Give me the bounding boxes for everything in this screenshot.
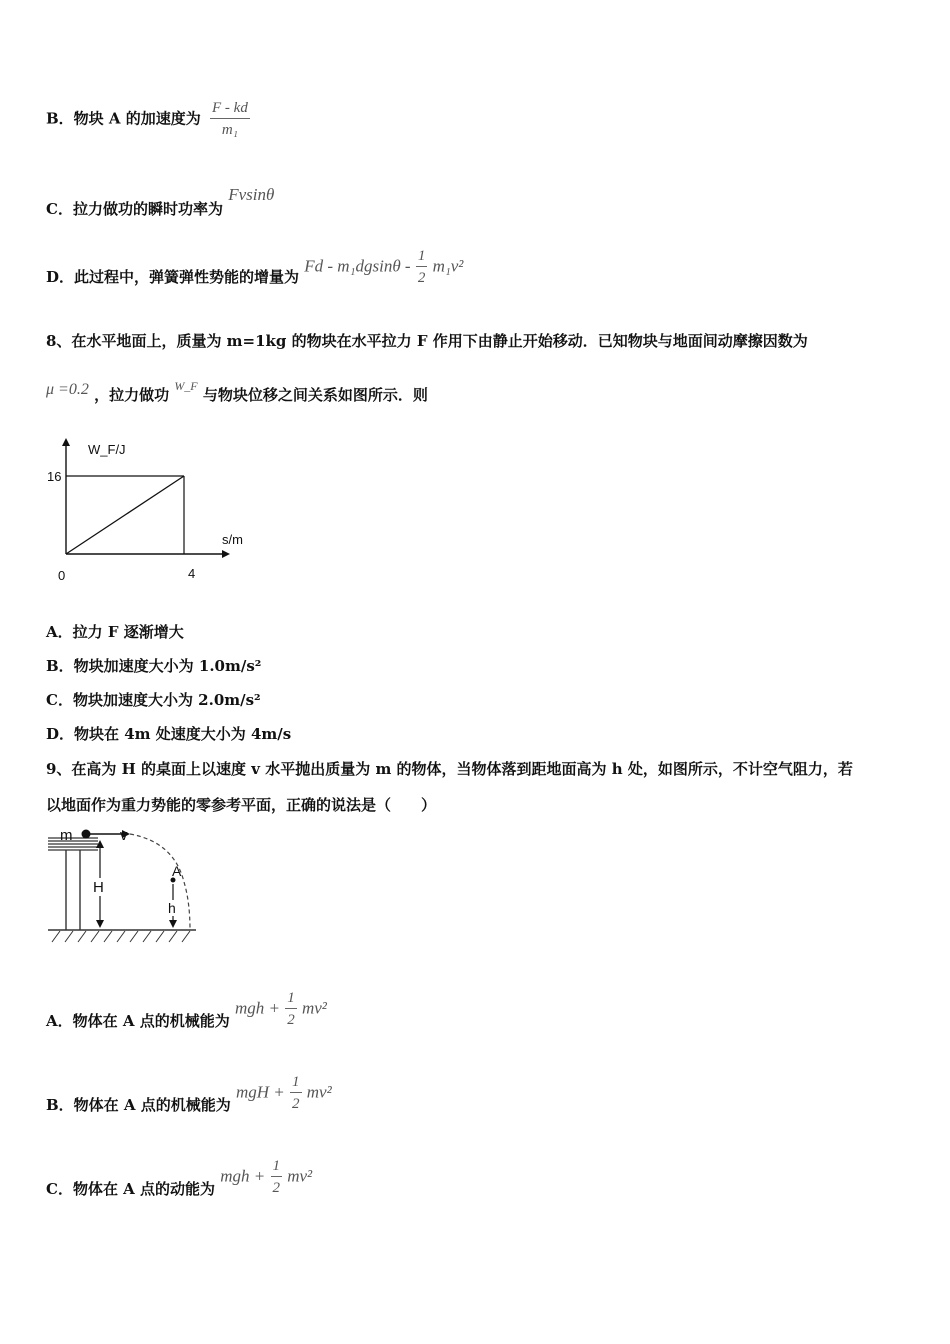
q9-option-c-post: mv² [287,1166,313,1186]
series-line [66,476,184,554]
x-axis-label: s/m [222,532,243,547]
q7-option-d [46,246,463,289]
q8-option-d: D．物块在 4m 处速度大小为 4m/s [46,725,292,743]
x-tick-label: 4 [188,566,196,581]
q9-option-a-pre: mgh + [234,998,280,1018]
q9-option-b-pre: mgH + [236,1082,285,1102]
q7-option-c-formula: Fvsinθ [228,185,275,204]
trajectory-path [130,834,190,930]
y-tick-label: 16 [47,469,62,484]
q9-projectile-figure [44,822,204,952]
q7-option-d-formula-b: m₁v² [432,256,464,276]
q7-option-d-text: D．此过程中，弹簧弹性势能的增量为 [46,267,300,286]
q7-option-d-formula-a: Fd - m₁dgsinθ - [304,256,411,276]
q9-option-b-post: mv² [306,1082,332,1102]
q8-work-displacement-graph [44,436,264,586]
q8-stem-line2 [46,378,428,404]
ground-hatching [52,931,190,942]
label-H: H [93,879,104,896]
q8-option-a: A．拉力 F 逐渐增大 [46,623,184,641]
table-top [48,838,98,850]
label-h: h [168,900,176,916]
q7-option-b [46,98,250,141]
origin-label: 0 [58,568,66,583]
x-axis-arrowhead [222,550,230,558]
q7-option-b-text: B．物块 A 的加速度为 [46,109,201,128]
q9-option-c-text: C．物体在 A 点的动能为 [46,1179,216,1198]
q9-stem-line2: 以地面作为重力势能的零参考平面，正确的说法是（ ） [46,796,437,814]
q8-mu-formula: μ =0.2 [46,381,89,398]
q8-wf-symbol: W_F [174,379,198,393]
y-axis-label: W_F/J [88,442,126,457]
q9-stem-line1: 9、在高为 H 的桌面上以速度 v 水平抛出质量为 m 的物体，当物体落到距地面高为 h 处，如图所示，不计空气阻力，若 [46,760,853,778]
label-m: m [60,827,73,844]
q7-option-d-fraction: $\frac{1}{2}$ [417,248,426,286]
q8-stem-part2: ，拉力做功 [94,386,170,404]
q8-option-b: B．物块加速度大小为 1.0m/s² [46,657,262,675]
q9-option-b [46,1072,332,1115]
height-H-arrowhead-bottom [96,920,104,928]
q9-option-b-fraction: $\frac{1}{2}$ [292,1074,300,1112]
ball [82,830,91,839]
height-h-arrowhead-bottom [169,920,177,928]
q9-option-a-text: A．物体在 A 点的机械能为 [46,1011,230,1030]
q9-option-b-text: B．物体在 A 点的机械能为 [46,1095,231,1114]
label-a: A [172,863,182,879]
q9-option-c [46,1156,312,1199]
q9-option-c-fraction: $\frac{1}{2}$ [272,1158,280,1196]
q7-option-c [46,184,275,218]
y-axis-arrowhead [62,438,70,446]
q8-option-c: C．物块加速度大小为 2.0m/s² [46,691,261,709]
q9-option-a-fraction: $\frac{1}{2}$ [287,990,295,1028]
label-v: v [120,827,128,844]
q8-stem-part3: 与物块位移之间关系如图所示．则 [202,386,428,404]
q8-stem-line1: 8、在水平地面上，质量为 m=1kg 的物块在水平拉力 F 作用下由静止开始移动．已知物块与地面间动摩擦因数为 [46,332,808,350]
q9-option-c-pre: mgh + [220,1166,266,1186]
q9-option-a [46,988,327,1031]
q7-option-c-text: C．拉力做功的瞬时功率为 [46,200,223,218]
q7-option-b-formula: $\frac{F - kd}{\text{m₁}}$ [212,100,248,138]
q9-option-a-post: mv² [301,998,327,1018]
